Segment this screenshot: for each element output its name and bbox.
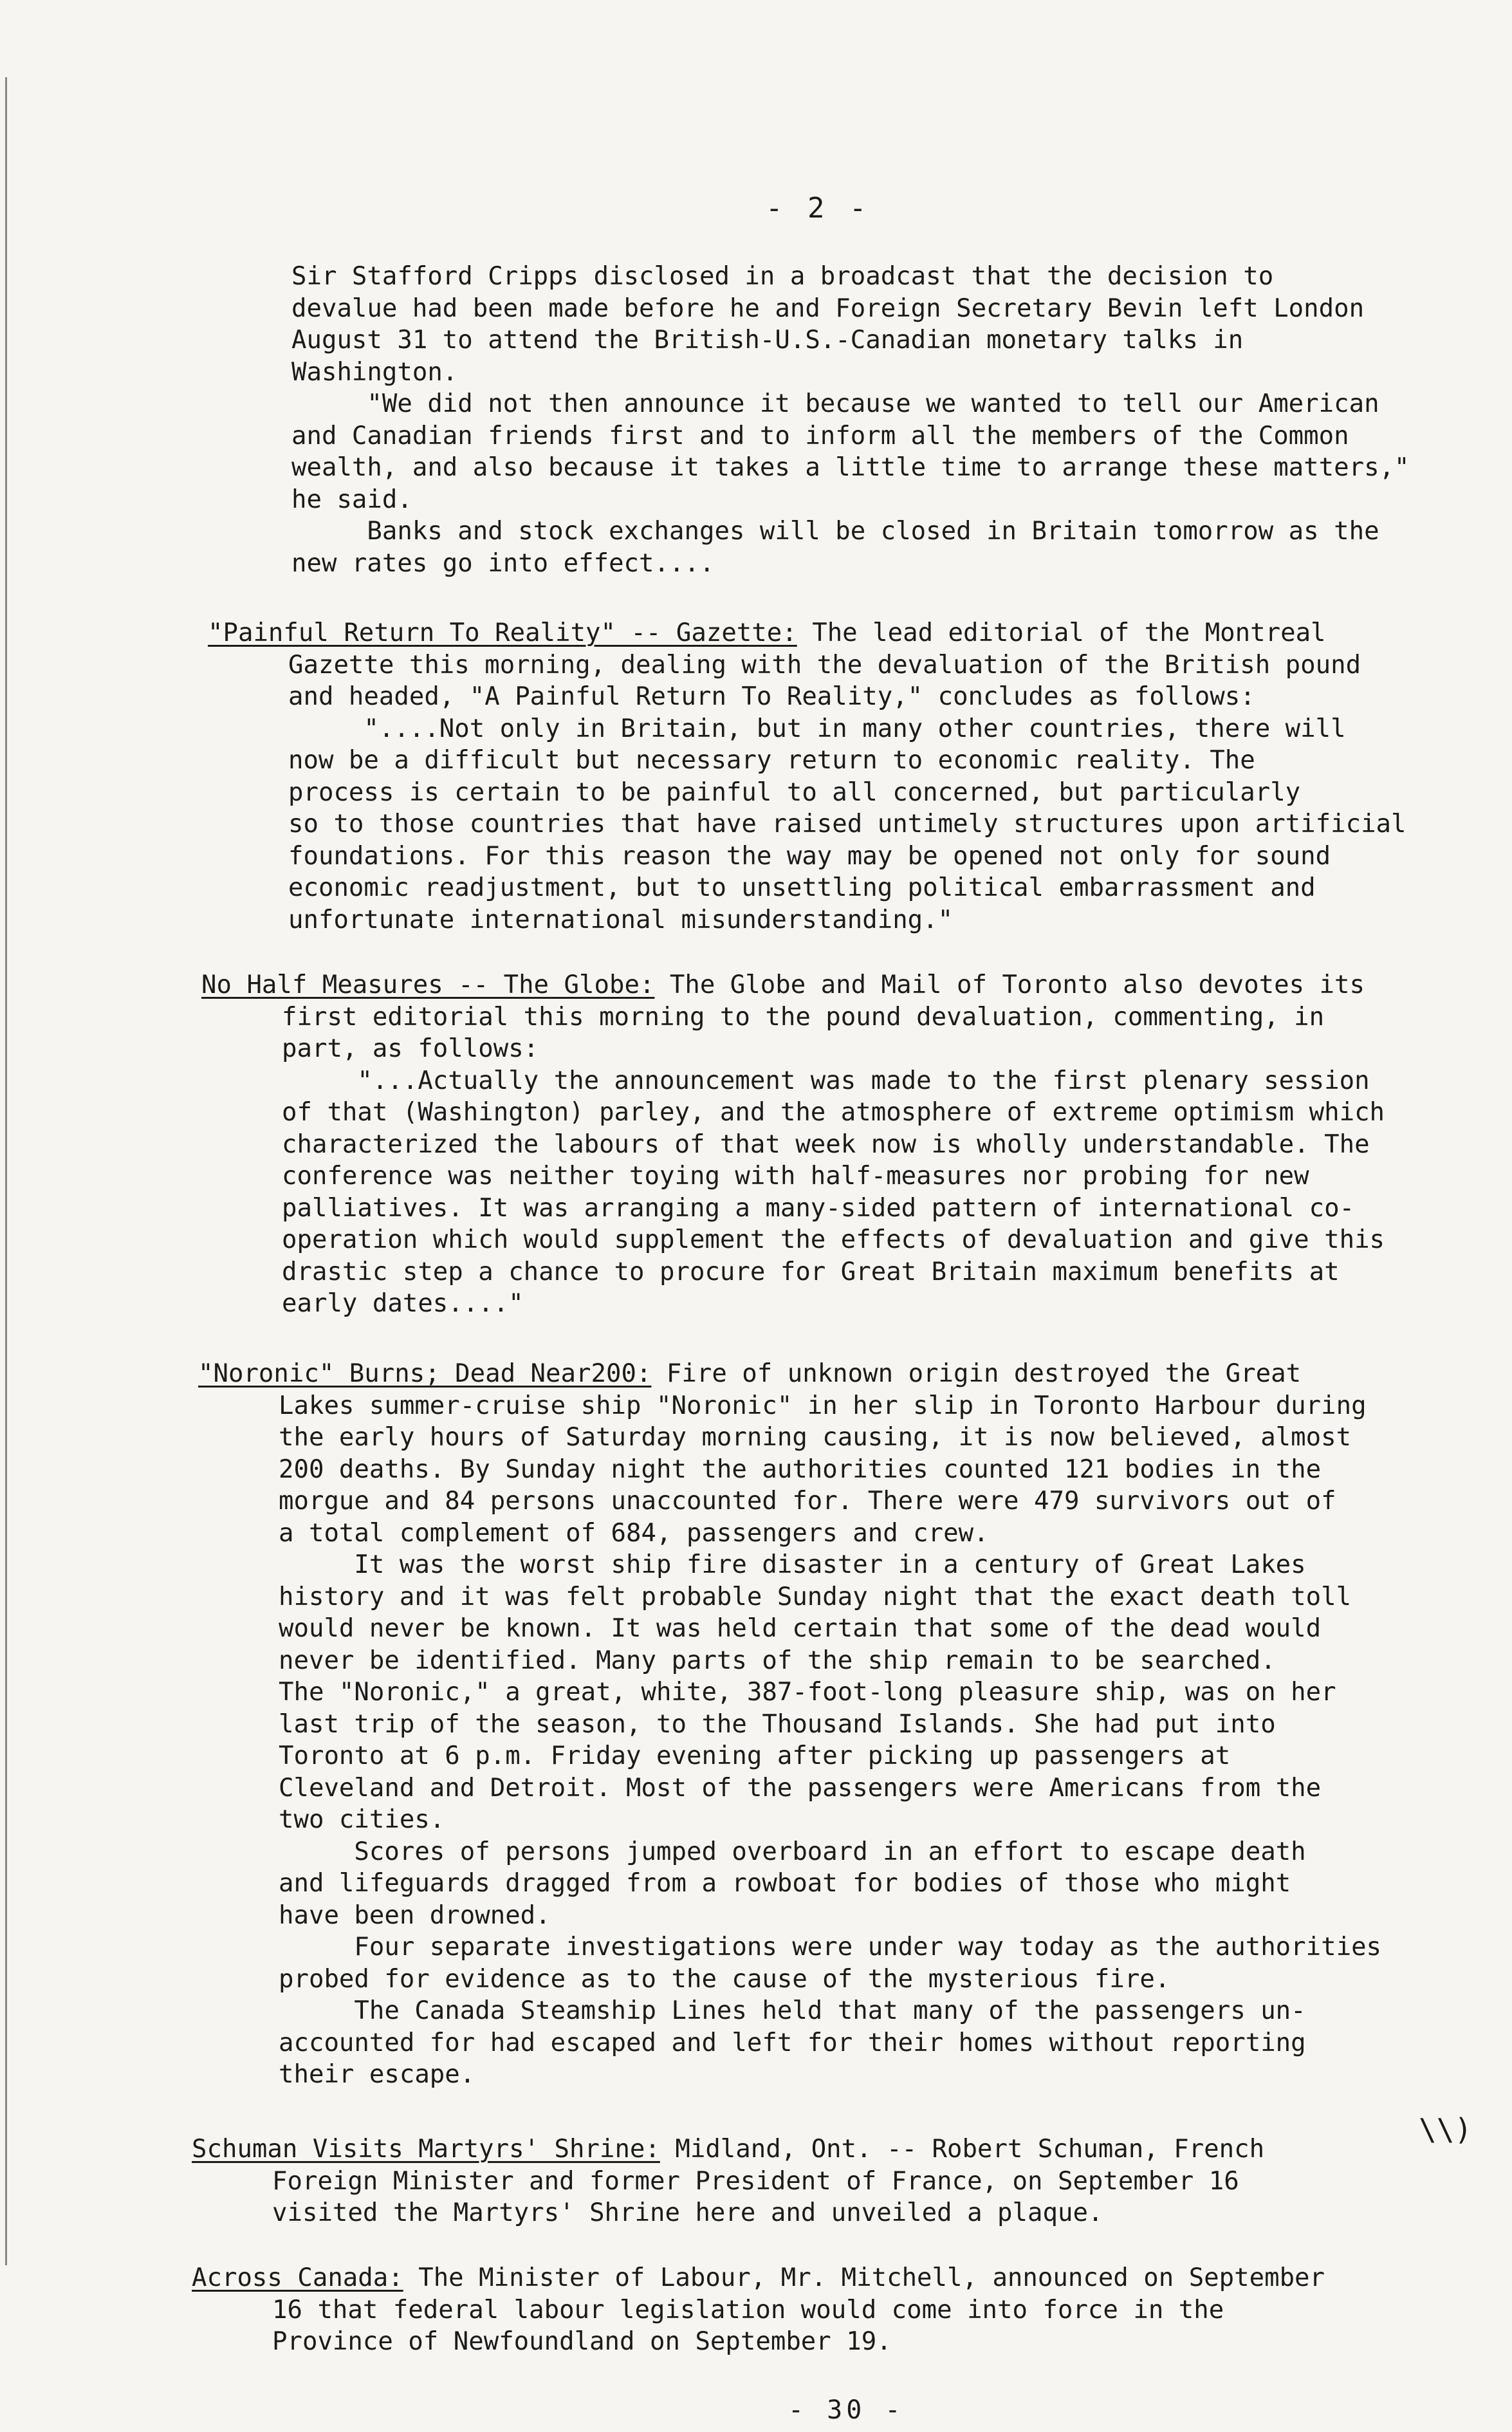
noronic-line: The "Noronic," a great, white, 387-foot-long pleasure ship, was on her [279,1678,1336,1707]
noronic-line: Cleveland and Detroit. Most of the passengers were Americans from the [279,1773,1322,1803]
noronic-lead: Fire of unknown origin destroyed the Great [651,1359,1302,1388]
footer-number: - 30 - [788,2395,905,2425]
globe-section [201,969,1488,1320]
intro-line: "We did not then announce it because we wanted to tell our American [291,389,1379,418]
globe-line: "...Actually the announcement was made to the first plenary session [282,1066,1370,1095]
gazette-body [288,649,1488,936]
faint-stamp [1302,84,1504,187]
binding-edge [5,77,7,2265]
schuman-line: Foreign Minister and former President of France, on September 16 [272,2166,1239,2196]
intro-line: Banks and stock exchanges will be closed in Britain tomorrow as the [291,517,1379,546]
globe-line: drastic step a chance to procure for Great Britain maximum benefits at [282,1257,1340,1286]
noronic-line: The Canada Steamship Lines held that many of the passengers un- [279,1996,1306,2025]
globe-line: first editorial this morning to the pound devaluation, commenting, in [282,1002,1325,1032]
gazette-line: and headed, "A Painful Return To Reality," concludes as follows: [288,682,1255,711]
intro-line: and Canadian friends first and to inform all the members of the Common [291,421,1349,450]
gazette-lead: The lead editorial of the Montreal [797,618,1326,647]
across-line: Province of Newfoundland on September 19. [272,2327,892,2356]
globe-heading: No Half Measures -- The Globe: [201,970,655,999]
noronic-first-line [198,1358,1485,1390]
schuman-lead: Midland, Ont. -- Robert Schuman, French [659,2135,1265,2164]
intro-line: wealth, and also because it takes a little time to arrange these matters," [291,453,1410,482]
intro-section [291,261,1488,579]
noronic-line: Toronto at 6 p.m. Friday evening after picking up passengers at [279,1741,1231,1770]
noronic-line: Lakes summer-cruise ship "Noronic" in her slip in Toronto Harbour during [279,1391,1367,1420]
intro-line: Washington. [291,357,458,387]
noronic-body [279,1390,1485,2091]
gazette-line: "....Not only in Britain, but in many other countries, there will [288,714,1346,743]
schuman-heading: Schuman Visits Martyrs' Shrine: [192,2135,660,2164]
schuman-first-line [192,2133,1479,2166]
noronic-line: and lifeguards dragged from a rowboat for bodies of those who might [279,1869,1291,1898]
globe-line: early dates...." [282,1289,524,1318]
noronic-line: two cities. [279,1805,445,1834]
across-heading: Across Canada: [192,2263,403,2292]
globe-line: palliatives. It was arranging a many-sided pattern of international co- [282,1193,1355,1223]
noronic-line: accounted for had escaped and left for their homes without reporting [279,2028,1306,2057]
schuman-line: visited the Martyrs' Shrine here and unveiled a plaque. [272,2198,1103,2227]
noronic-line: have been drowned. [279,1900,551,1930]
noronic-line: Four separate investigations were under way today as the authorities [279,1933,1382,1962]
gazette-heading: "Painful Return To Reality" -- Gazette: [208,618,797,647]
gazette-line: unfortunate international misunderstanding." [288,905,954,934]
noronic-line: history and it was felt probable Sunday night that the exact death toll [279,1582,1352,1611]
noronic-line: 200 deaths. By Sunday night the authorities counted 121 bodies in the [279,1454,1322,1484]
margin-mark: \\) [1419,2112,1473,2147]
intro-line: devalue had been made before he and Foreign Secretary Bevin left London [291,293,1365,323]
intro-line: new rates go into effect.... [291,548,715,578]
globe-line: operation which would supplement the effects of devaluation and give this [282,1225,1385,1254]
intro-line: Sir Stafford Cripps disclosed in a broadcast that the decision to [291,262,1274,291]
globe-body [282,1001,1488,1320]
noronic-line: morgue and 84 persons unaccounted for. There were 479 survivors out of [279,1487,1336,1516]
gazette-line: foundations. For this reason the way may be opened not only for sound [288,841,1331,871]
schuman-body [272,2166,1479,2229]
across-section [192,2262,1479,2358]
gazette-line: economic readjustment, but to unsettling political embarrassment and [288,873,1316,902]
noronic-heading: "Noronic" Burns; Dead Near200: [198,1359,652,1388]
noronic-line: a total complement of 684, passengers and crew. [279,1518,989,1548]
noronic-line: last trip of the season, to the Thousand Islands. She had put into [279,1709,1276,1739]
intro-line: he said. [291,485,412,514]
noronic-line: their escape. [279,2060,475,2089]
globe-line: conference was neither toying with half-measures nor probing for new [282,1162,1309,1191]
globe-line: characterized the labours of that week now is wholly understandable. The [282,1129,1370,1159]
gazette-line: now be a difficult but necessary return to economic reality. The [288,746,1255,775]
intro-line: August 31 to attend the British-U.S.-Canadian monetary talks in [291,326,1244,355]
gazette-line: process is certain to be painful to all concerned, but particularly [288,777,1301,807]
globe-line: of that (Washington) parley, and the atmosphere of extreme optimism which [282,1098,1385,1127]
across-first-line [192,2262,1479,2294]
noronic-line: probed for evidence as to the cause of the mysterious fire. [279,1964,1170,1994]
noronic-line: the early hours of Saturday morning causing, it is now believed, almost [279,1423,1352,1452]
noronic-line: never be identified. Many parts of the ship remain to be searched. [279,1646,1276,1675]
gazette-line: Gazette this morning, dealing with the devaluation of the British pound [288,650,1361,680]
page-number: - 2 - [766,192,871,225]
schuman-section [192,2133,1479,2229]
across-line: 16 that federal labour legislation would come into force in the [272,2295,1224,2325]
globe-first-line [201,969,1488,1001]
noronic-line: Scores of persons jumped overboard in an effort to escape death [279,1837,1306,1866]
gazette-section [208,617,1488,936]
noronic-line: It was the worst ship fire disaster in a century of Great Lakes [279,1550,1306,1579]
gazette-line: so to those countries that have raised untimely structures upon artificial [288,810,1406,839]
noronic-section [198,1358,1485,2091]
globe-lead: The Globe and Mail of Toronto also devotes its [654,970,1365,999]
globe-line: part, as follows: [282,1034,539,1063]
gazette-first-line [208,617,1488,649]
across-lead: The Minister of Labour, Mr. Mitchell, announced on September [403,2263,1325,2292]
across-body [272,2294,1479,2358]
noronic-line: would never be known. It was held certain that some of the dead would [279,1614,1322,1643]
